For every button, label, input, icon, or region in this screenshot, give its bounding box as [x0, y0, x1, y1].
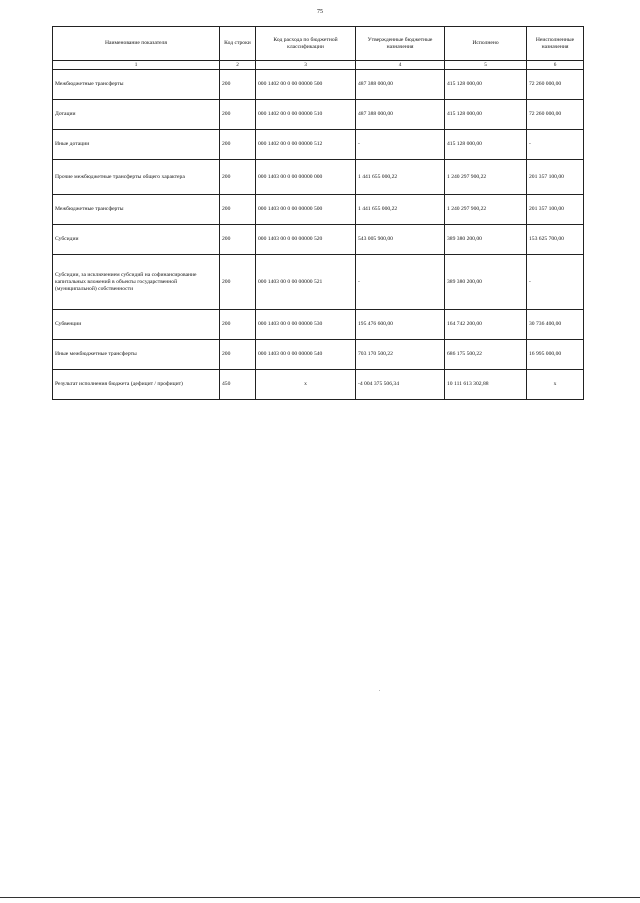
header-indicator-name: Наименование показателя [53, 27, 220, 61]
classification-code: 000 1403 00 0 00 00000 530 [256, 310, 356, 340]
indicator-name: Прочие межбюджетные трансферты общего характера [53, 160, 220, 195]
executed-amount: 164 742 200,00 [445, 310, 527, 340]
result-row [53, 370, 584, 400]
header-executed: Исполнено [445, 27, 527, 61]
table-row [53, 225, 584, 255]
classification-code: 000 1402 00 0 00 00000 510 [256, 100, 356, 130]
table-row [53, 255, 584, 310]
line-code: 200 [220, 225, 256, 255]
classification-code: 000 1402 00 0 00 00000 500 [256, 70, 356, 100]
header-unexecuted: Неисполненные назначения [527, 27, 584, 61]
line-code: 450 [220, 370, 256, 400]
line-code: 200 [220, 100, 256, 130]
classification-code: 000 1403 00 0 00 00000 540 [256, 340, 356, 370]
indicator-name: Субсидии, за исключением субсидий на софинансирование капитальных вложений в объекты государственной (муниципальной) собственности [53, 255, 220, 310]
approved-amount: 195 476 600,00 [356, 310, 445, 340]
column-number: 1 [53, 61, 220, 70]
unexecuted-amount: 72 260 000,00 [527, 70, 584, 100]
unexecuted-amount: 153 625 700,00 [527, 225, 584, 255]
approved-amount: 1 441 655 000,22 [356, 195, 445, 225]
classification-code: 000 1403 00 0 00 00000 000 [256, 160, 356, 195]
unexecuted-amount: 72 260 000,00 [527, 100, 584, 130]
unexecuted-amount: x [527, 370, 584, 400]
unexecuted-amount: 30 736 400,00 [527, 310, 584, 340]
indicator-name: Субвенции [53, 310, 220, 340]
header-approved-budget: Утвержденные бюджетные назначения [356, 27, 445, 61]
line-code: 200 [220, 255, 256, 310]
classification-code: 000 1403 00 0 00 00000 521 [256, 255, 356, 310]
table-row [53, 310, 584, 340]
classification-code: 000 1403 00 0 00 00000 520 [256, 225, 356, 255]
scan-speck [379, 690, 380, 691]
unexecuted-amount: - [527, 130, 584, 160]
line-code: 200 [220, 160, 256, 195]
approved-amount: - [356, 130, 445, 160]
line-code: 200 [220, 310, 256, 340]
indicator-name: Иные дотации [53, 130, 220, 160]
approved-amount: 703 170 500,22 [356, 340, 445, 370]
column-number: 6 [527, 61, 584, 70]
executed-amount: 415 128 000,00 [445, 70, 527, 100]
executed-amount: 1 240 297 900,22 [445, 160, 527, 195]
executed-amount: 415 128 000,00 [445, 130, 527, 160]
approved-amount: - [356, 255, 445, 310]
scan-bottom-edge [0, 897, 640, 898]
indicator-name: Субсидии [53, 225, 220, 255]
column-number: 4 [356, 61, 445, 70]
page-number: 75 [317, 9, 323, 15]
header-line-code: Код строки [220, 27, 256, 61]
approved-amount: 487 388 000,00 [356, 70, 445, 100]
indicator-name: Иные межбюджетные трансферты [53, 340, 220, 370]
unexecuted-amount: 201 357 100,00 [527, 195, 584, 225]
unexecuted-amount: - [527, 255, 584, 310]
table-row [53, 70, 584, 100]
column-number-row [53, 61, 584, 70]
indicator-name: Межбюджетные трансферты [53, 195, 220, 225]
header-budget-classification-code: Код расхода по бюджетной классификации [256, 27, 356, 61]
indicator-name: Дотации [53, 100, 220, 130]
table-row [53, 130, 584, 160]
line-code: 200 [220, 340, 256, 370]
table-row [53, 160, 584, 195]
column-number: 2 [220, 61, 256, 70]
table-row [53, 100, 584, 130]
executed-amount: 686 175 500,22 [445, 340, 527, 370]
executed-amount: 389 380 200,00 [445, 255, 527, 310]
table-header-row [53, 27, 584, 61]
approved-amount: 543 005 900,00 [356, 225, 445, 255]
unexecuted-amount: 16 995 000,00 [527, 340, 584, 370]
approved-amount: 487 388 000,00 [356, 100, 445, 130]
column-number: 3 [256, 61, 356, 70]
line-code: 200 [220, 70, 256, 100]
classification-code: 000 1403 00 0 00 00000 500 [256, 195, 356, 225]
indicator-name: Результат исполнения бюджета (дефицит / профицит) [53, 370, 220, 400]
executed-amount: 10 111 613 302,88 [445, 370, 527, 400]
executed-amount: 1 240 297 900,22 [445, 195, 527, 225]
classification-code: x [256, 370, 356, 400]
table-row [53, 195, 584, 225]
line-code: 200 [220, 130, 256, 160]
classification-code: 000 1402 00 0 00 00000 512 [256, 130, 356, 160]
executed-amount: 415 128 000,00 [445, 100, 527, 130]
line-code: 200 [220, 195, 256, 225]
column-number: 5 [445, 61, 527, 70]
approved-amount: -4 004 375 506,34 [356, 370, 445, 400]
table-row [53, 340, 584, 370]
budget-execution-table [52, 26, 584, 400]
approved-amount: 1 441 655 000,22 [356, 160, 445, 195]
unexecuted-amount: 201 357 100,00 [527, 160, 584, 195]
indicator-name: Межбюджетные трансферты [53, 70, 220, 100]
executed-amount: 389 380 200,00 [445, 225, 527, 255]
